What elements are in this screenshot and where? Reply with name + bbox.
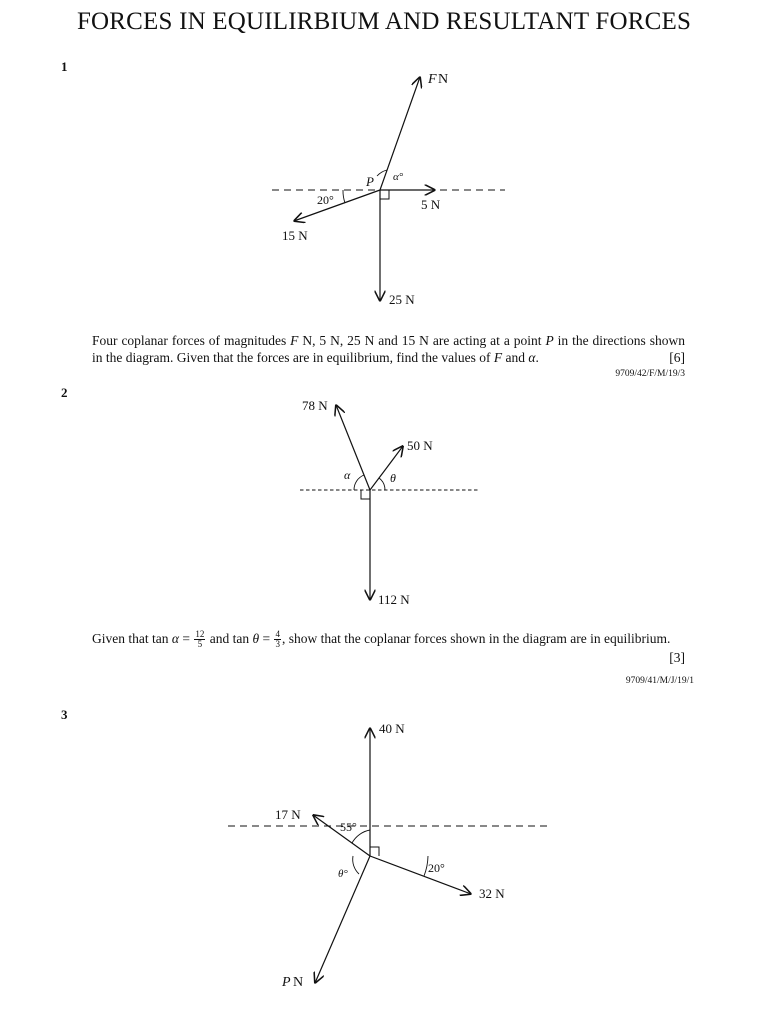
right-angle-marker [380, 190, 389, 199]
question-1-marks: [6] [669, 350, 685, 365]
force-arrow-50N [370, 446, 403, 490]
label-20deg: 20° [317, 193, 334, 207]
label-25N: 25 N [389, 292, 415, 307]
force-arrow-15N [294, 190, 380, 221]
label-theta: θ [390, 471, 396, 485]
angle-arc-theta [353, 856, 359, 874]
force-arrow-32N [370, 856, 471, 894]
question-2-marks: [3] [669, 650, 685, 666]
label-5N: 5 N [421, 197, 441, 212]
label-50N: 50 N [407, 438, 433, 453]
label-40N: 40 N [379, 721, 405, 736]
label-78N: 78 N [302, 398, 328, 413]
question-number-2: 2 [61, 385, 68, 400]
label-P: P [282, 975, 291, 990]
label-F: F [428, 72, 437, 87]
label-55deg: 55° [340, 820, 357, 834]
label-20deg: 20° [428, 861, 445, 875]
label-F-unit: N [438, 72, 449, 87]
angle-arc-alpha [354, 475, 364, 490]
fraction-12-5: $\frac{12}{5}$ [195, 629, 205, 650]
label-15N: 15 N [282, 228, 308, 243]
force-diagram-2 [0, 390, 768, 620]
label-P: P [366, 174, 374, 189]
fraction-4-3: $\frac{4}{3}$ [275, 629, 280, 650]
label-theta: θ° [338, 868, 348, 880]
right-angle-marker [361, 490, 370, 499]
question-1-text: Four coplanar forces of magnitudes F N, 5 N, 25 N and 15 N are acting at a point P in the directions shown in the diagram. Given that the forces are in equilibrium, find the values of F and α. [6] [92, 333, 685, 365]
right-angle-marker [370, 847, 379, 856]
question-2-text: Given that tan α = $\frac{12}{5}$ and tan θ = $\frac{4}{3}$ , show that the coplanar forces shown in the diagram are in equilibrium. [3] [92, 629, 685, 666]
label-112N: 112 N [378, 592, 410, 607]
label-alpha: α° [393, 171, 404, 183]
angle-arc-theta [379, 478, 385, 490]
label-P-unit: N [293, 975, 304, 990]
label-17N: 17 N [275, 807, 301, 822]
question-1-reference: 9709/42/F/M/19/3 [615, 369, 685, 379]
question-number-1: 1 [61, 59, 68, 74]
label-alpha: α [344, 468, 351, 482]
label-32N: 32 N [479, 886, 505, 901]
force-diagram-3 [0, 715, 768, 1015]
angle-arc-20 [343, 190, 345, 203]
question-number-3: 3 [61, 707, 68, 722]
page-title: FORCES IN EQUILIRBIUM AND RESULTANT FORCES [76, 8, 692, 35]
force-arrow-78N [336, 405, 370, 490]
force-diagram-1 [0, 0, 768, 320]
question-2-reference: 9709/41/M/J/19/1 [625, 676, 694, 686]
